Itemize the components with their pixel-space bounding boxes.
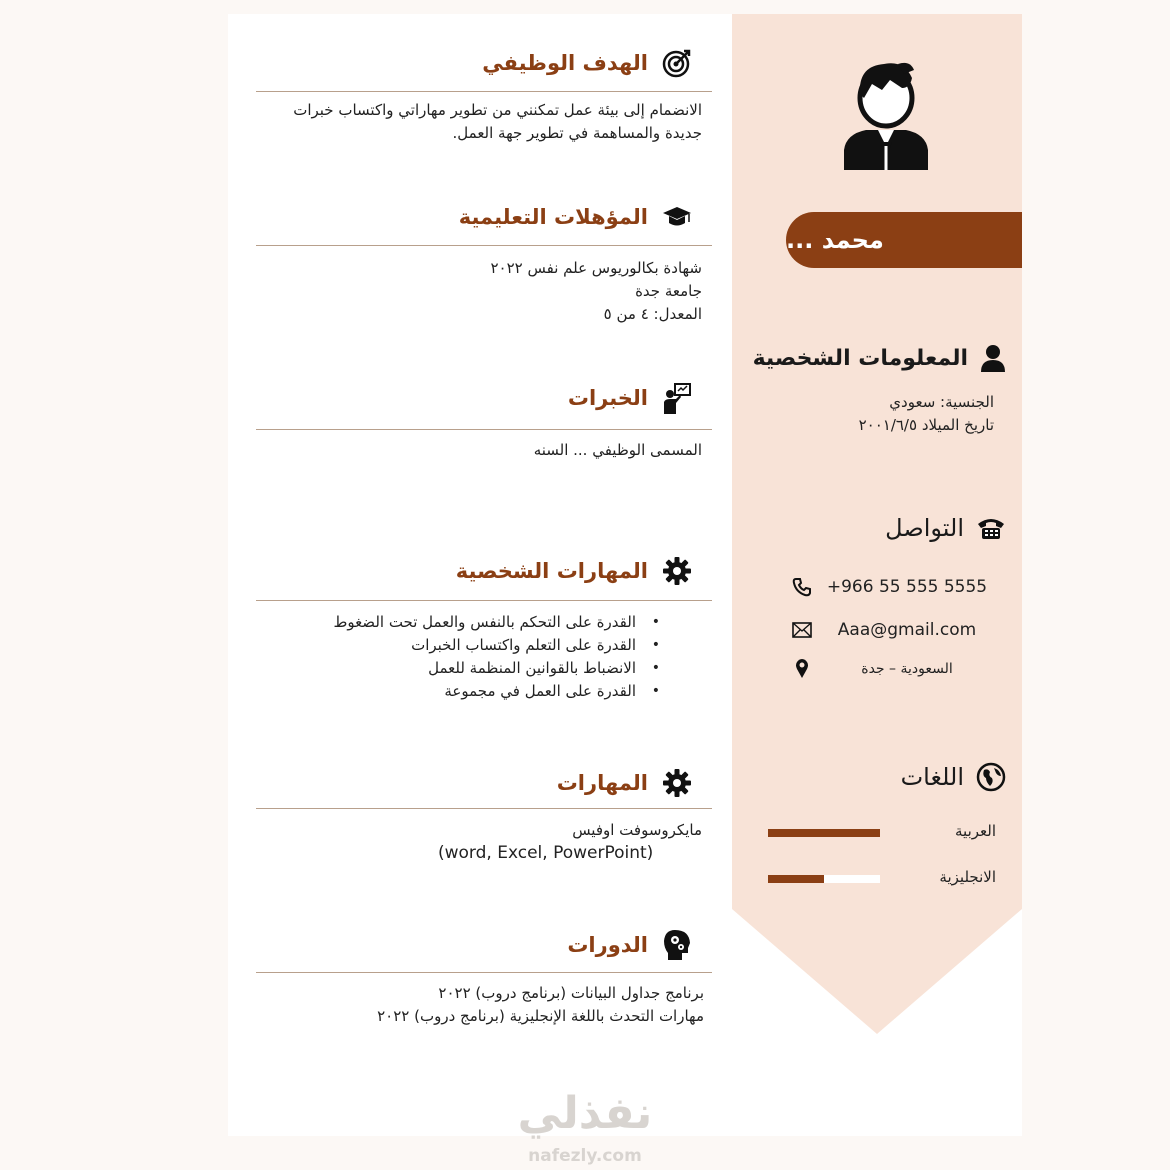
name-banner bbox=[786, 212, 1022, 268]
head-gears-icon bbox=[662, 930, 692, 960]
objective-line-2: جديدة والمساهمة في تطوير جهة العمل. bbox=[452, 124, 702, 142]
skills-heading bbox=[557, 768, 692, 798]
list-item: • القدرة على التعلم واكتساب الخبرات bbox=[333, 634, 636, 657]
phone-number[interactable]: +966 55 555 5555 bbox=[826, 577, 988, 597]
education-divider bbox=[256, 245, 712, 246]
personal-info-body bbox=[859, 391, 994, 437]
skills-title: المهارات bbox=[556, 771, 648, 795]
person-icon bbox=[980, 344, 1006, 372]
soft-skills-divider bbox=[256, 600, 712, 601]
personal-info-heading bbox=[753, 344, 1006, 372]
language-english-level-fill bbox=[768, 875, 824, 883]
courses-heading bbox=[567, 930, 692, 960]
skills-office-line: مايكروسوفت اوفيس bbox=[572, 821, 702, 839]
education-title: المؤهلات التعليمية bbox=[458, 205, 648, 229]
graduation-cap-icon bbox=[662, 202, 692, 232]
language-english-level-bar bbox=[768, 875, 880, 883]
experience-divider bbox=[256, 429, 712, 430]
location-pin-icon bbox=[790, 657, 814, 681]
objective-title: الهدف الوظيفي bbox=[482, 51, 648, 75]
skills-divider bbox=[256, 808, 712, 809]
language-arabic-level-bar bbox=[768, 829, 880, 837]
skills-office-apps: (word, Excel, PowerPoint) bbox=[438, 843, 654, 863]
contact-phone-row bbox=[790, 575, 1000, 599]
gear-icon bbox=[662, 556, 692, 586]
phone-icon bbox=[790, 575, 814, 599]
contact-title: التواصل bbox=[885, 514, 964, 542]
courses-body bbox=[377, 982, 704, 1028]
education-gpa: المعدل: ٤ من ٥ bbox=[603, 305, 702, 323]
courses-title: الدورات bbox=[567, 933, 648, 957]
presenter-board-icon bbox=[662, 383, 692, 413]
experience-line: المسمى الوظيفي ... السنه bbox=[533, 441, 702, 459]
contact-email-row bbox=[790, 618, 1000, 642]
contact-heading bbox=[885, 514, 1006, 542]
experience-heading bbox=[568, 383, 692, 413]
soft-skills-title: المهارات الشخصية bbox=[455, 559, 648, 583]
target-icon bbox=[662, 48, 692, 78]
objective-heading bbox=[482, 48, 692, 78]
nationality-text: الجنسية: سعودي bbox=[889, 393, 994, 411]
list-item: • القدرة على العمل في مجموعة bbox=[333, 680, 636, 703]
soft-skills-list bbox=[333, 611, 654, 703]
telephone-icon bbox=[976, 516, 1006, 540]
watermark-logo: نفذلي bbox=[517, 1088, 653, 1139]
list-item: • الانضباط بالقوانين المنظمة للعمل bbox=[333, 657, 636, 680]
language-arabic-label: العربية bbox=[955, 822, 996, 840]
courses-divider bbox=[256, 972, 712, 973]
languages-heading bbox=[901, 762, 1006, 792]
personal-info-title: المعلومات الشخصية bbox=[752, 345, 968, 371]
full-name: محمد ... bbox=[786, 226, 884, 254]
soft-skills-heading bbox=[456, 556, 692, 586]
avatar-icon bbox=[838, 58, 934, 170]
objective-line-1: الانضمام إلى بيئة عمل تمكنني من تطوير مهاراتي واكتساب خبرات bbox=[293, 101, 702, 119]
course-line-1: برنامج جداول البيانات (برنامج دروب) ٢٠٢٢ bbox=[438, 984, 704, 1002]
languages-title: اللغات bbox=[900, 763, 964, 791]
education-university: جامعة جدة bbox=[635, 282, 702, 300]
experience-title: الخبرات bbox=[567, 386, 648, 410]
watermark-url: nafezly.com bbox=[528, 1146, 642, 1166]
location-text: السعودية – جدة bbox=[861, 661, 953, 677]
email-address[interactable]: Aaa@gmail.com bbox=[837, 620, 977, 640]
education-heading bbox=[459, 202, 692, 232]
birthdate-text: تاريخ الميلاد ٢٠٠١/٦/٥ bbox=[858, 416, 994, 434]
gear-icon bbox=[662, 768, 692, 798]
language-english-label: الانجليزية bbox=[939, 868, 996, 886]
contact-location-row bbox=[790, 657, 1000, 681]
globe-icon bbox=[976, 762, 1006, 792]
objective-divider bbox=[256, 91, 712, 92]
course-line-2: مهارات التحدث باللغة الإنجليزية (برنامج دروب) ٢٠٢٢ bbox=[377, 1007, 704, 1025]
envelope-icon bbox=[790, 618, 814, 642]
education-degree: شهادة بكالوريوس علم نفس ٢٠٢٢ bbox=[490, 259, 702, 277]
list-item: • القدرة على التحكم بالنفس والعمل تحت الضغوط bbox=[333, 611, 636, 634]
education-body bbox=[490, 257, 702, 326]
language-arabic-level-fill bbox=[768, 829, 880, 837]
objective-body bbox=[293, 99, 702, 145]
